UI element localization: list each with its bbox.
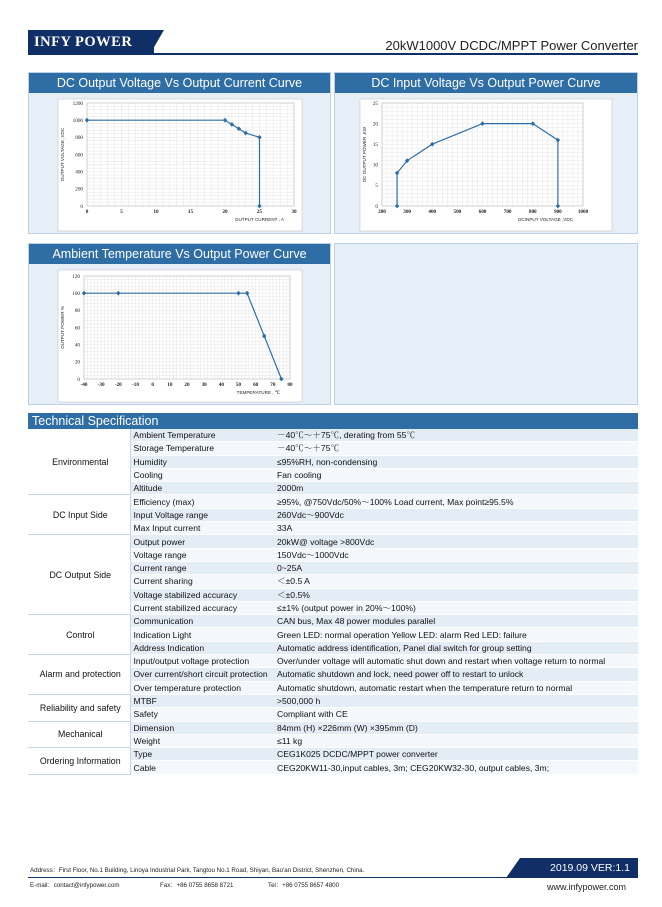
spec-value: ≤±1% (output power in 20%～100%) <box>274 601 638 614</box>
x-tick-label: 70 <box>270 382 276 388</box>
panel-empty <box>334 243 638 405</box>
x-tick-label: 600 <box>478 209 487 215</box>
spec-item: Voltage stabilized accuracy <box>130 588 274 601</box>
document-title: 20kW1000V DCDC/MPPT Power Converter <box>385 38 638 53</box>
spec-item: Current range <box>130 561 274 574</box>
footer-tel: Tel：+86 0755 8657 4800 <box>268 882 340 889</box>
spec-heading: Technical Specification <box>28 413 638 429</box>
spec-value: Automatic shutdown, automatic restart when the temperature return to normal <box>274 681 638 694</box>
x-tick-label: 300 <box>403 209 412 215</box>
y-tick-label: 10 <box>372 162 378 169</box>
footer-website[interactable]: www.infypower.com <box>546 882 626 892</box>
y-axis-label: OUTPUT VOLTAGE ,VDC <box>60 127 65 182</box>
spec-value: Fan cooling <box>274 468 638 481</box>
y-tick-label: 100 <box>72 290 80 297</box>
y-tick-label: 600 <box>75 152 83 159</box>
spec-value: 33A <box>274 522 638 535</box>
version-badge: 2019.09 VER:1.1 <box>520 858 638 878</box>
x-tick-label: 30 <box>291 209 297 215</box>
spec-value: ≤11 kg <box>274 734 638 747</box>
logo-slash-decoration <box>148 30 164 54</box>
spec-category: Reliability and safety <box>28 694 130 721</box>
spec-value: Compliant with CE <box>274 708 638 721</box>
y-tick-label: 120 <box>72 273 80 280</box>
x-tick-label: 25 <box>256 209 263 215</box>
chart-title: DC Input Voltage Vs Output Power Curve <box>335 73 637 93</box>
y-tick-label: 0 <box>80 203 83 210</box>
spec-value: ＜±0.5 A <box>274 575 638 588</box>
spec-item: Voltage range <box>130 548 274 561</box>
spec-value: ≤95%RH, non-condensing <box>274 455 638 468</box>
spec-item: Current stabilized accuracy <box>130 601 274 614</box>
y-tick-label: 0 <box>375 203 378 210</box>
spec-item: Humidity <box>130 455 274 468</box>
x-tick-label: 900 <box>553 209 562 215</box>
x-axis-label: DCINPUT VOLTAGE ,VDC <box>518 217 573 222</box>
spec-item: Weight <box>130 734 274 747</box>
spec-category: Environmental <box>28 429 130 495</box>
spec-category: Mechanical <box>28 721 130 748</box>
spec-item: Output power <box>130 535 274 548</box>
temperature-power-chart <box>29 244 332 406</box>
footer-rule <box>28 877 508 878</box>
x-tick-label: 0 <box>151 382 154 388</box>
x-tick-label: 40 <box>218 382 224 388</box>
spec-item: Cable <box>130 761 274 774</box>
spec-row <box>28 615 638 628</box>
spec-item: Storage Temperature <box>130 442 274 455</box>
spec-item: Indication Light <box>130 628 274 641</box>
spec-table <box>28 429 638 775</box>
x-tick-label: -30 <box>97 382 105 388</box>
spec-row <box>28 748 638 761</box>
spec-value: －40℃～＋75℃ <box>274 442 638 455</box>
spec-value: 20kW@ voltage >800Vdc <box>274 535 638 548</box>
spec-item: Dimension <box>130 721 274 734</box>
spec-value: >500,000 h <box>274 694 638 707</box>
x-tick-label: 20 <box>184 382 190 388</box>
y-tick-label: 800 <box>75 135 83 142</box>
y-tick-label: 60 <box>74 325 80 332</box>
spec-item: Input Voltage range <box>130 508 274 521</box>
y-tick-label: 5 <box>375 183 378 190</box>
spec-item: Efficiency (max) <box>130 495 274 508</box>
x-tick-label: -40 <box>80 382 88 388</box>
y-tick-label: 1200 <box>72 100 83 107</box>
spec-value: CEG20KW11-30,input cables, 3m; CEG20KW32-30, output cables, 3m; <box>274 761 638 774</box>
spec-item: Max Input current <box>130 522 274 535</box>
spec-item: MTBF <box>130 694 274 707</box>
x-tick-label: 30 <box>201 382 207 388</box>
spec-category: Control <box>28 615 130 655</box>
spec-value: CEG1K025 DCDC/MPPT power converter <box>274 748 638 761</box>
y-tick-label: 400 <box>75 169 83 176</box>
spec-item: Input/output voltage protection <box>130 655 274 668</box>
spec-value: 0~25A <box>274 561 638 574</box>
x-tick-label: 60 <box>253 382 259 388</box>
spec-item: Over current/short circuit protection <box>130 668 274 681</box>
spec-value: Green LED: normal operation Yellow LED: alarm Red LED: failure <box>274 628 638 641</box>
spec-category: Alarm and protection <box>28 655 130 695</box>
spec-value: ＜±0.5% <box>274 588 638 601</box>
spec-value: －40℃～＋75℃, derating from 55℃ <box>274 429 638 442</box>
spec-item: Cooling <box>130 468 274 481</box>
spec-row <box>28 655 638 668</box>
spec-item: Current sharing <box>130 575 274 588</box>
spec-value: 260Vdc～900Vdc <box>274 508 638 521</box>
panel-output-voltage-vs-current <box>28 72 331 234</box>
spec-item: Over temperature protection <box>130 681 274 694</box>
panel-input-voltage-vs-power <box>334 72 638 234</box>
x-tick-label: 50 <box>235 382 242 388</box>
x-tick-label: 5 <box>120 209 123 215</box>
spec-row <box>28 429 638 442</box>
y-axis-label: OUTPUT POWER % <box>60 306 65 349</box>
x-tick-label: 500 <box>453 209 462 215</box>
x-tick-label: 10 <box>153 209 159 215</box>
spec-value: 2000m <box>274 482 638 495</box>
footer-fax: Fax：+86 0755 8658 8721 <box>160 882 234 889</box>
spec-value: Over/under voltage will automatic shut down and restart when voltage return to normal <box>274 655 638 668</box>
spec-value: CAN bus, Max 48 power modules parallel <box>274 615 638 628</box>
x-tick-label: -20 <box>114 382 122 388</box>
x-axis-label: TEMPERATURE , ℃ <box>236 390 280 395</box>
spec-value: 150Vdc～1000Vdc <box>274 548 638 561</box>
panel-temperature-vs-power <box>28 243 331 405</box>
spec-item: Type <box>130 748 274 761</box>
spec-value: ≥95%, @750Vdc/50%～100% Load current, Max point≥95.5% <box>274 495 638 508</box>
x-tick-label: 800 <box>528 209 537 215</box>
y-tick-label: 80 <box>74 308 80 315</box>
input-voltage-power-chart <box>335 73 639 235</box>
spec-item: Communication <box>130 615 274 628</box>
spec-row <box>28 495 638 508</box>
spec-item: Safety <box>130 708 274 721</box>
spec-row <box>28 535 638 548</box>
spec-item: Ambient Temperature <box>130 429 274 442</box>
spec-value: Automatic shutdown and lock, need power off to restart to unlock <box>274 668 638 681</box>
y-tick-label: 20 <box>372 121 378 128</box>
header-rule <box>28 53 638 55</box>
x-tick-label: 700 <box>503 209 512 215</box>
spec-item: Address Indication <box>130 641 274 654</box>
y-axis-label: DC OUTPUT POWER ,KW <box>362 126 367 183</box>
x-axis-label: OUTPUT CURRENT , A <box>234 217 284 222</box>
x-tick-label: 15 <box>187 209 194 215</box>
x-tick-label: 10 <box>167 382 173 388</box>
chart-title: Ambient Temperature Vs Output Power Curve <box>29 244 330 264</box>
x-tick-label: 0 <box>85 209 89 215</box>
spec-category: Ordering Information <box>28 748 130 775</box>
x-tick-label: 200 <box>378 209 386 215</box>
footer-address: Address：First Floor, No.1 Building, Linoya Industrial Park, Tangtou No.1 Road, Shiyan, Bao'an District, Shenzhen, China. <box>30 867 365 874</box>
spec-value: 84mm (H) ×226mm (W) ×395mm (D) <box>274 721 638 734</box>
output-voltage-current-chart <box>29 73 332 235</box>
x-tick-label: -10 <box>132 382 139 388</box>
y-tick-label: 15 <box>372 142 378 148</box>
x-tick-label: 400 <box>428 209 437 215</box>
y-tick-label: 200 <box>75 186 83 193</box>
company-logo: INFY POWER <box>28 30 154 54</box>
y-tick-label: 1000 <box>72 117 83 124</box>
spec-item: Altitude <box>130 482 274 495</box>
y-tick-label: 40 <box>74 342 80 349</box>
x-tick-label: 80 <box>287 382 293 388</box>
footer-email[interactable]: E-mail：contact@infypower.com <box>30 882 120 889</box>
x-tick-label: 1000 <box>577 209 589 215</box>
chart-title: DC Output Voltage Vs Output Current Curve <box>29 73 330 93</box>
spec-category: DC Output Side <box>28 535 130 615</box>
y-tick-label: 25 <box>372 100 378 107</box>
spec-value: Automatic address identification, Panel dial switch for group setting <box>274 641 638 654</box>
y-tick-label: 0 <box>77 376 80 383</box>
spec-row <box>28 721 638 734</box>
x-tick-label: 20 <box>222 209 228 215</box>
spec-category: DC Input Side <box>28 495 130 535</box>
y-tick-label: 20 <box>74 359 80 366</box>
spec-row <box>28 694 638 707</box>
